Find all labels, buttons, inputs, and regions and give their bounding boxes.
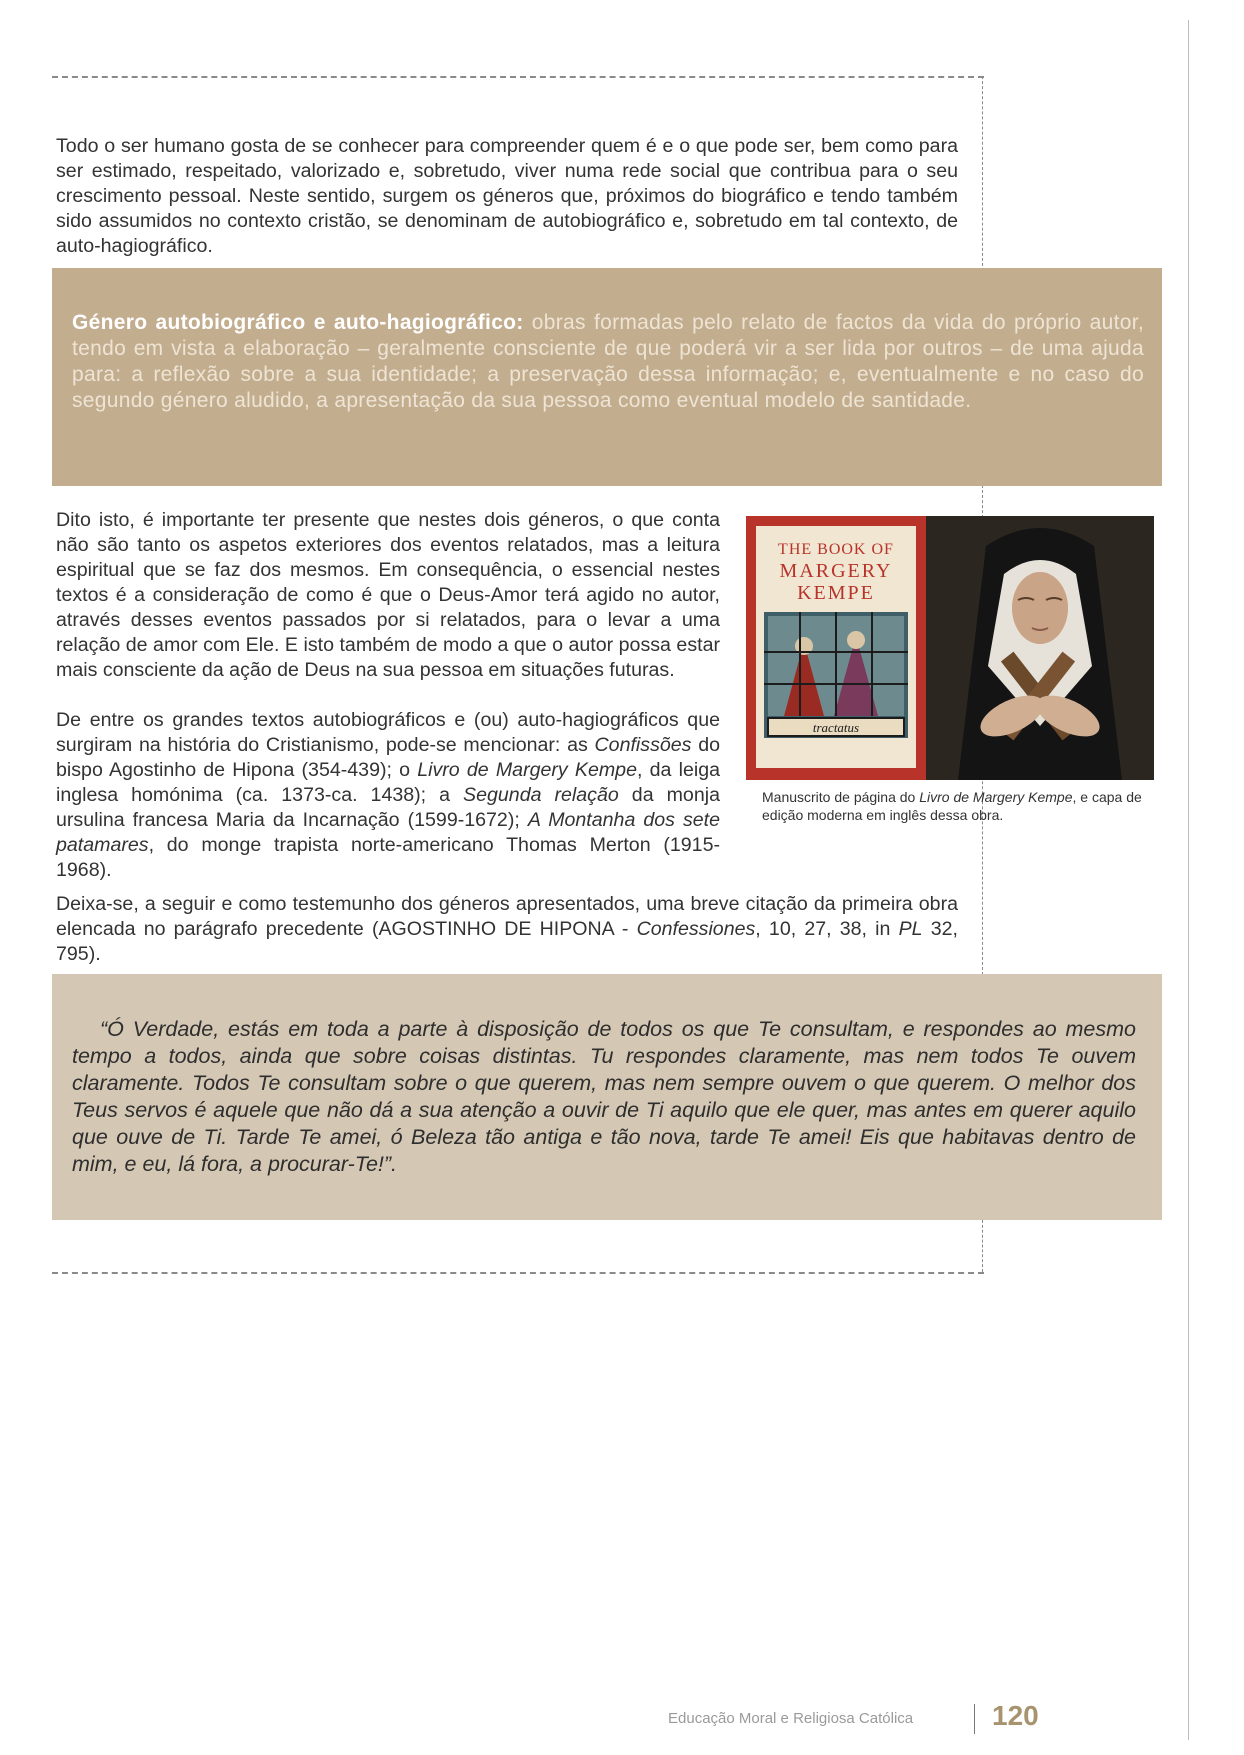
- nun-holding-cross-photo: [926, 516, 1154, 780]
- text-run: da monja ursulina francesa Maria da Incarnação (1599-1672);: [56, 784, 720, 831]
- book-cover-image: [746, 516, 926, 780]
- title-segunda-relacao: Segunda relação: [463, 784, 619, 806]
- text-run: 32, 795).: [56, 918, 958, 965]
- text-run: , da leiga inglesa homónima (ca. 1373-ca. 1438); a: [56, 759, 720, 806]
- figure-caption: [762, 788, 1162, 824]
- text-run: , do monge trapista norte-americano Thomas Merton (1915-1968).: [56, 834, 720, 881]
- cover-title-line: MARGERY: [779, 560, 893, 582]
- caption-text-run: , e capa de edição moderna em inglês dessa obra.: [762, 789, 1142, 823]
- frame-right-dashed-border: [982, 76, 983, 266]
- title-confessiones: Confessiones: [636, 918, 756, 940]
- stained-glass-illustration: [764, 612, 908, 738]
- title-confissoes: Confissões: [594, 734, 692, 756]
- definition-term: Género autobiográfico e auto-hagiográfico:: [72, 311, 524, 334]
- figure-margery-kempe: [746, 516, 1154, 780]
- title-livro-margery-kempe: Livro de Margery Kempe: [417, 759, 637, 781]
- nun-illustration: [926, 516, 1154, 780]
- footer-separator: [974, 1704, 975, 1734]
- text-run: , 10, 27, 38, in: [755, 918, 899, 940]
- footer-book-title: Educação Moral e Religiosa Católica: [668, 1710, 914, 1727]
- page-number: 120: [992, 1700, 1039, 1731]
- frame-top-dashed-border: [52, 76, 984, 78]
- cover-banner-text: tractatus: [812, 720, 860, 735]
- page-edge-line: [1188, 20, 1189, 1740]
- cover-title-line: THE BOOK OF: [778, 541, 894, 558]
- text-run: Deixa-se, a seguir e como testemunho dos géneros apresentados, uma breve citação da primeira obra elencada no parágrafo precedente (AGOSTINHO DE HIPONA -: [56, 893, 958, 940]
- citation-intro-paragraph: [56, 892, 958, 967]
- book-cover-panel: [756, 526, 916, 768]
- abbrev-pl: PL: [898, 918, 923, 940]
- genre-explanation-paragraph: Dito isto, é importante ter presente que nestes dois géneros, o que conta não são tanto os aspetos exteriores dos eventos relatados, mas a leitura espiritual que se faz dos mesmos. Em consequência, o essencial nestes textos é a consideração de como é que o Deus-Amor terá agido no autor, através desses eventos passados por si relatados, para o levar a uma relação de amor com Ele. E isto também de modo a que o autor possa estar mais consciente da ação de Deus na sua pessoa em situações futuras.: [56, 509, 720, 681]
- frame-right-dashed-border: [982, 1220, 983, 1272]
- text-run: do bispo Agostinho de Hipona (354-439); o: [56, 734, 721, 781]
- definition-body: obras formadas pelo relato de factos da vida do próprio autor, tendo em vista a elaboração – geralmente consciente de que poderá vir a ser lida por outros – de uma ajuda para: a reflexão sobre a sua identidade; a preservação dessa informação; e, eventualmente e no caso do segundo género aludido, a apresentação da sua pessoa como eventual modelo de santidade.: [72, 311, 1144, 412]
- frame-bottom-dashed-border: [52, 1272, 984, 1274]
- augustine-quote: “Ó Verdade, estás em toda a parte à disposição de todos os que Te consultam, e respondes ao mesmo tempo a todos, ainda que sobre coisas distintas. Tu respondes claramente, mas nem todos Te ouvem claramente. Todos Te consultam sobre o que querem, mas nem sempre ouvem o que querem. O melhor dos Teus servos é aquele que não dá a sua atenção a ouvir de Ti aquilo que ele quer, mas antes em querer aquilo que ouve de Ti. Tarde Te amei, ó Beleza tão antiga e tão nova, tarde Te amei! Eis que habitavas dentro de mim, e eu, lá fora, a procurar-Te!”.: [72, 1017, 1136, 1176]
- intro-paragraph: Todo o ser humano gosta de se conhecer para compreender quem é e o que pode ser, bem como para ser estimado, respeitado, valorizado e, sobretudo, viver numa rede social que contribua para o seu crescimento pessoal. Neste sentido, surgem os géneros que, próximos do biográfico e tendo também sido assumidos no contexto cristão, se denominam de autobiográfico e, sobretudo em tal contexto, de auto-hagiográfico.: [56, 135, 958, 257]
- caption-text-run: Manuscrito de página do: [762, 789, 920, 805]
- cover-title-line: KEMPE: [797, 582, 875, 604]
- title-montanha: A Montanha dos sete patamares: [56, 809, 721, 856]
- text-run: De entre os grandes textos autobiográficos e (ou) auto-hagiográficos que surgiram na história do Cristianismo, pode-se mencionar: as: [56, 709, 720, 756]
- examples-paragraph: [56, 708, 720, 883]
- definition-text: [72, 310, 1144, 414]
- caption-book-title: Livro de Margery Kempe: [919, 789, 1073, 805]
